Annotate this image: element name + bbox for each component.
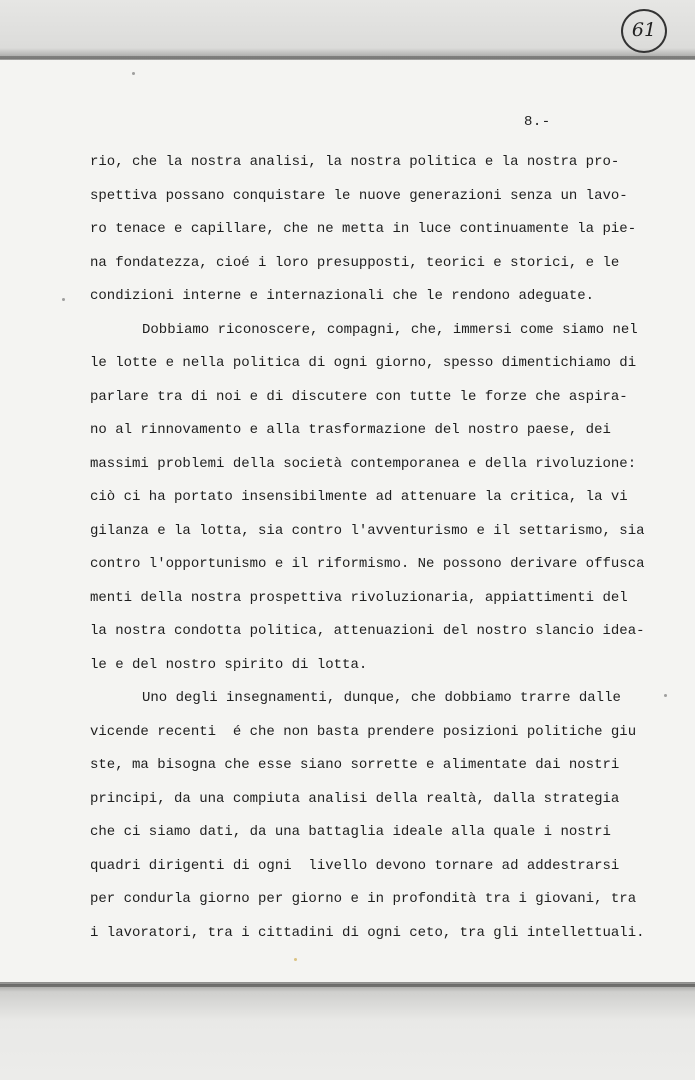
typewritten-body (90, 146, 670, 950)
text-line: i lavoratori, tra i cittadini di ogni ceto, tra gli intellettuali. (90, 924, 645, 941)
scan-top-border (0, 0, 695, 60)
text-line: le lotte e nella politica di ogni giorno, spesso dimentichiamo di (90, 355, 637, 371)
text-line: condizioni interne e internazionali che le rendono adeguate. (90, 288, 595, 304)
scan-speck (294, 958, 297, 961)
text-line: massimi problemi della società contemporanea e della rivoluzione: (90, 455, 637, 472)
text-line: menti della nostra prospettiva rivoluzionaria, appiattimenti del (90, 589, 628, 606)
scan-bottom-edge (0, 984, 695, 987)
text-line: no al rinnovamento e alla trasformazione del nostro paese, dei (90, 422, 611, 438)
text-line: quadri dirigenti di ogni livello devono tornare ad addestrarsi (90, 857, 620, 874)
text-line: ste, ma bisogna che esse siano sorrette e alimentate dai nostri (90, 757, 620, 773)
text-line: gilanza e la lotta, sia contro l'avventurismo e il settarismo, sia (90, 522, 645, 539)
scan-speck (62, 298, 65, 301)
scan-speck (664, 694, 667, 697)
text-line: Dobbiamo riconoscere, compagni, che, immersi come siamo nel (142, 321, 638, 338)
text-line: la nostra condotta politica, attenuazioni del nostro slancio idea- (90, 623, 645, 639)
text-line: ro tenace e capillare, che ne metta in luce continuamente la pie- (90, 221, 637, 237)
text-line: parlare tra di noi e di discutere con tutte le forze che aspira- (90, 388, 628, 405)
text-line: Uno degli insegnamenti, dunque, che dobbiamo trarre dalle (142, 690, 621, 706)
folio-stamp: 61 (621, 9, 667, 53)
text-line: spettiva possano conquistare le nuove generazioni senza un lavo- (90, 187, 628, 204)
text-line: vicende recenti é che non basta prendere posizioni politiche giu (90, 723, 637, 740)
text-line: ciò ci ha portato insensibilmente ad attenuare la critica, la vi (90, 489, 628, 505)
text-line: per condurla giorno per giorno e in profondità tra i giovani, tra (90, 891, 637, 907)
scan-top-edge (0, 56, 695, 59)
text-line: na fondatezza, cioé i loro presupposti, teorici e storici, e le (90, 254, 620, 271)
text-line: che ci siamo dati, da una battaglia ideale alla quale i nostri (90, 824, 611, 840)
text-line: le e del nostro spirito di lotta. (90, 656, 368, 673)
page-number: 8.- (524, 114, 551, 130)
scan-bottom-border (0, 982, 695, 1080)
text-line: principi, da una compiuta analisi della realtà, dalla strategia (90, 790, 620, 807)
text-line: rio, che la nostra analisi, la nostra politica e la nostra pro- (90, 154, 620, 170)
scan-speck (132, 72, 135, 75)
text-line: contro l'opportunismo e il riformismo. Ne possono derivare offusca (90, 556, 645, 572)
